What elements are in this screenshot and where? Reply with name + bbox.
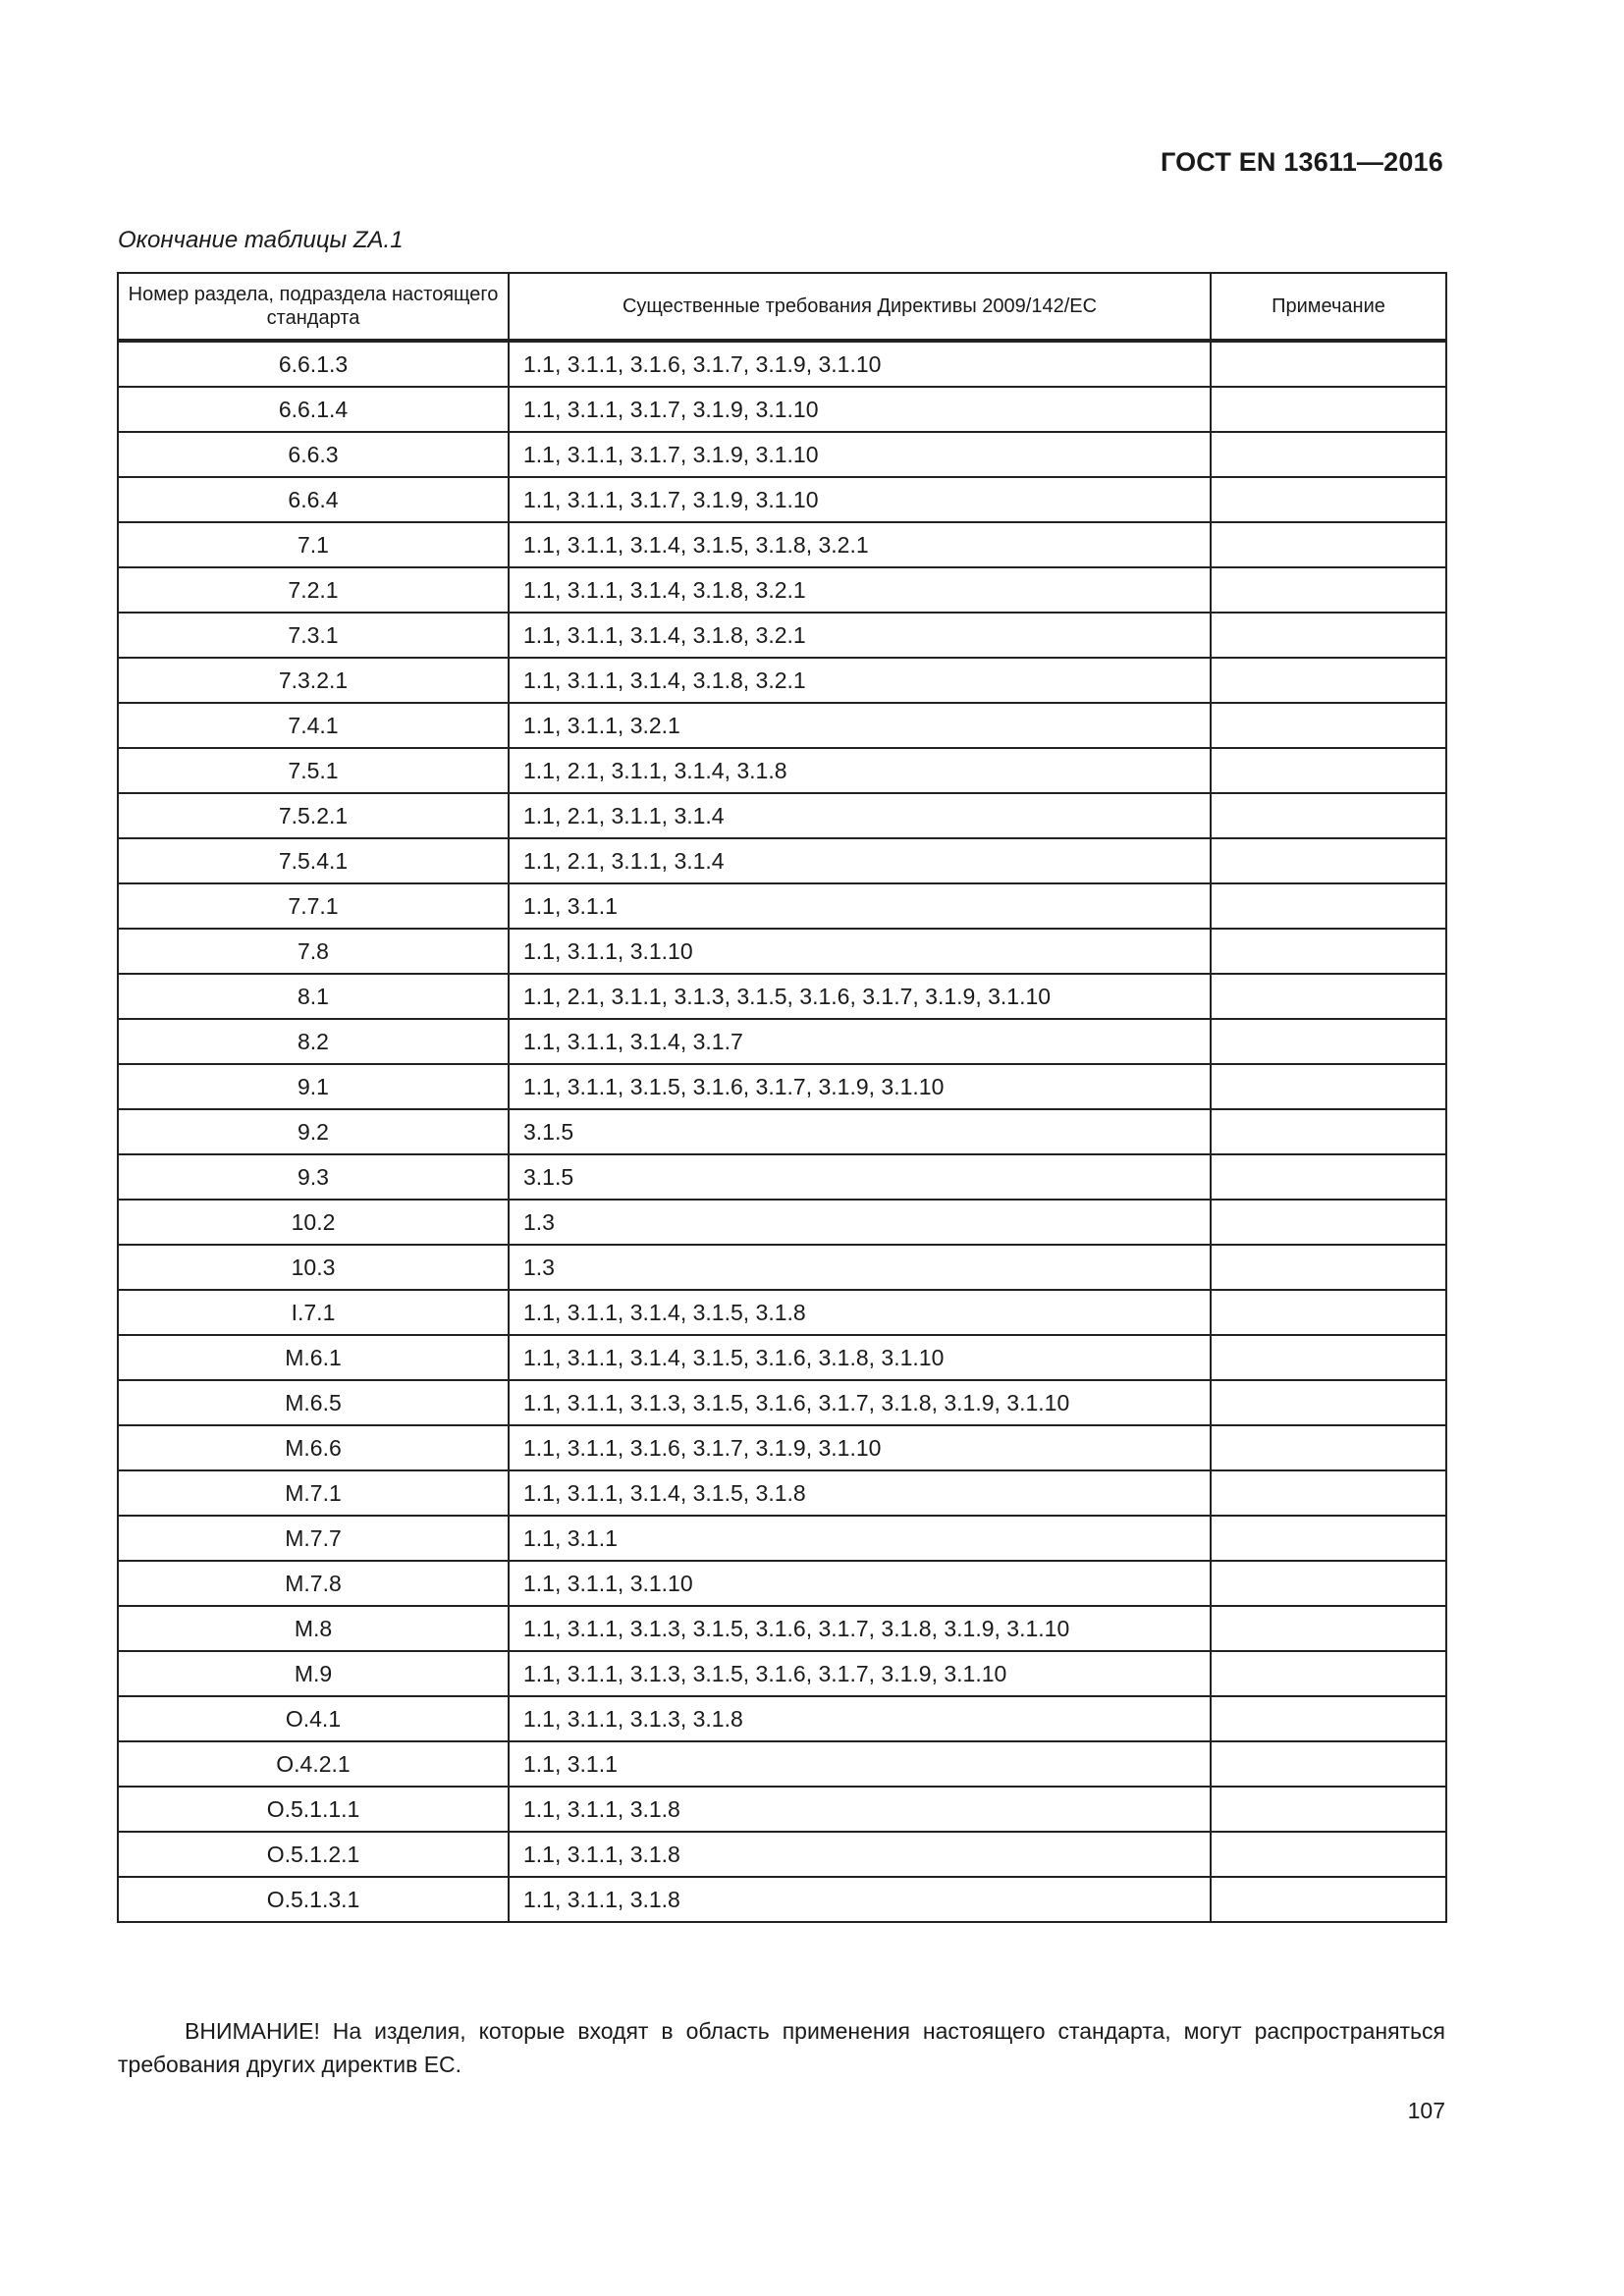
cell-essential-requirements: 1.1, 3.1.1, 3.1.4, 3.1.8, 3.2.1 <box>509 658 1211 703</box>
cell-essential-requirements: 1.1, 3.1.1 <box>509 883 1211 929</box>
cell-note <box>1211 1290 1446 1335</box>
table-row <box>118 1832 1446 1877</box>
table-row <box>118 1200 1446 1245</box>
cell-note <box>1211 1154 1446 1200</box>
cell-section-number: 8.2 <box>118 1019 509 1064</box>
cell-section-number: M.9 <box>118 1651 509 1696</box>
cell-section-number: M.7.7 <box>118 1516 509 1561</box>
table-row <box>118 1561 1446 1606</box>
cell-section-number: 6.6.4 <box>118 477 509 522</box>
cell-section-number: 7.5.1 <box>118 748 509 793</box>
cell-section-number: 6.6.3 <box>118 432 509 477</box>
cell-section-number: 9.1 <box>118 1064 509 1109</box>
cell-section-number: 7.1 <box>118 522 509 567</box>
cell-section-number: M.7.1 <box>118 1470 509 1516</box>
cell-section-number: O.4.1 <box>118 1696 509 1741</box>
cell-essential-requirements: 1.1, 3.1.1, 3.1.5, 3.1.6, 3.1.7, 3.1.9, 3.1.10 <box>509 1064 1211 1109</box>
cell-note <box>1211 1516 1446 1561</box>
cell-essential-requirements: 1.1, 3.1.1, 3.1.6, 3.1.7, 3.1.9, 3.1.10 <box>509 341 1211 387</box>
cell-note <box>1211 1380 1446 1425</box>
table-row <box>118 1154 1446 1200</box>
cell-note <box>1211 1877 1446 1922</box>
table-row <box>118 613 1446 658</box>
cell-essential-requirements: 1.1, 3.1.1, 3.1.7, 3.1.9, 3.1.10 <box>509 432 1211 477</box>
table-header <box>118 273 1446 341</box>
cell-section-number: 7.3.2.1 <box>118 658 509 703</box>
cell-section-number: I.7.1 <box>118 1290 509 1335</box>
cell-note <box>1211 1064 1446 1109</box>
cell-essential-requirements: 1.1, 3.1.1, 3.1.10 <box>509 929 1211 974</box>
cell-essential-requirements: 1.1, 3.1.1, 3.1.3, 3.1.8 <box>509 1696 1211 1741</box>
cell-essential-requirements: 1.1, 3.1.1, 3.1.8 <box>509 1877 1211 1922</box>
cell-section-number: 9.3 <box>118 1154 509 1200</box>
cell-note <box>1211 1425 1446 1470</box>
table-row <box>118 1516 1446 1561</box>
cell-section-number: 7.5.2.1 <box>118 793 509 838</box>
cell-essential-requirements: 1.1, 2.1, 3.1.1, 3.1.4 <box>509 793 1211 838</box>
table-row <box>118 1606 1446 1651</box>
cell-essential-requirements: 1.1, 3.1.1, 3.1.4, 3.1.5, 3.1.8, 3.2.1 <box>509 522 1211 567</box>
cell-essential-requirements: 1.1, 3.1.1, 3.1.8 <box>509 1787 1211 1832</box>
cell-note <box>1211 1787 1446 1832</box>
cell-section-number: 7.8 <box>118 929 509 974</box>
cell-note <box>1211 1470 1446 1516</box>
table-row <box>118 1877 1446 1922</box>
cell-essential-requirements: 1.1, 3.1.1, 3.1.10 <box>509 1561 1211 1606</box>
notice-paragraph: ВНИМАНИЕ! На изделия, которые входят в область применения настоящего стандарта, могут распространяться требования других директив ЕС. <box>118 2018 1445 2077</box>
table-row <box>118 387 1446 432</box>
cell-note <box>1211 341 1446 387</box>
cell-essential-requirements: 1.1, 3.1.1, 3.1.4, 3.1.5, 3.1.6, 3.1.8, 3.1.10 <box>509 1335 1211 1380</box>
cell-essential-requirements: 1.1, 3.1.1, 3.1.4, 3.1.5, 3.1.8 <box>509 1290 1211 1335</box>
table-row <box>118 522 1446 567</box>
document-header-standard-id: ГОСТ EN 13611—2016 <box>1160 147 1443 177</box>
cell-section-number: 7.5.4.1 <box>118 838 509 883</box>
cell-note <box>1211 974 1446 1019</box>
cell-note <box>1211 1651 1446 1696</box>
cell-essential-requirements: 3.1.5 <box>509 1154 1211 1200</box>
table-row <box>118 1109 1446 1154</box>
cell-note <box>1211 522 1446 567</box>
cell-section-number: O.5.1.3.1 <box>118 1877 509 1922</box>
cell-section-number: 7.3.1 <box>118 613 509 658</box>
table-caption: Окончание таблицы ZA.1 <box>118 227 404 253</box>
cell-note <box>1211 1741 1446 1787</box>
cell-section-number: M.7.8 <box>118 1561 509 1606</box>
column-header-requirements: Существенные требования Директивы 2009/142/ЕС <box>509 273 1211 341</box>
cell-section-number: O.4.2.1 <box>118 1741 509 1787</box>
table-row <box>118 1290 1446 1335</box>
table-row <box>118 838 1446 883</box>
cell-note <box>1211 1200 1446 1245</box>
cell-essential-requirements: 1.1, 3.1.1, 3.1.7, 3.1.9, 3.1.10 <box>509 477 1211 522</box>
cell-essential-requirements: 1.1, 3.1.1 <box>509 1516 1211 1561</box>
cell-section-number: M.6.1 <box>118 1335 509 1380</box>
cell-essential-requirements: 1.1, 3.1.1, 3.2.1 <box>509 703 1211 748</box>
table-row <box>118 703 1446 748</box>
table-header-row <box>118 273 1446 341</box>
cell-section-number: 6.6.1.4 <box>118 387 509 432</box>
page-number: 107 <box>1407 2098 1445 2123</box>
cell-essential-requirements: 1.1, 3.1.1, 3.1.4, 3.1.8, 3.2.1 <box>509 613 1211 658</box>
table-row <box>118 929 1446 974</box>
cell-essential-requirements: 1.1, 3.1.1, 3.1.3, 3.1.5, 3.1.6, 3.1.7, 3.1.8, 3.1.9, 3.1.10 <box>509 1380 1211 1425</box>
cell-essential-requirements: 1.1, 3.1.1, 3.1.7, 3.1.9, 3.1.10 <box>509 387 1211 432</box>
cell-section-number: O.5.1.2.1 <box>118 1832 509 1877</box>
cell-note <box>1211 567 1446 613</box>
cell-essential-requirements: 1.1, 3.1.1, 3.1.4, 3.1.8, 3.2.1 <box>509 567 1211 613</box>
table-row <box>118 432 1446 477</box>
table-row <box>118 883 1446 929</box>
table-row <box>118 974 1446 1019</box>
cell-note <box>1211 658 1446 703</box>
cell-note <box>1211 1019 1446 1064</box>
cell-note <box>1211 387 1446 432</box>
cell-section-number: 10.3 <box>118 1245 509 1290</box>
cell-note <box>1211 838 1446 883</box>
table-row <box>118 567 1446 613</box>
cell-note <box>1211 432 1446 477</box>
cell-note <box>1211 1109 1446 1154</box>
table-row <box>118 1425 1446 1470</box>
cell-essential-requirements: 1.1, 2.1, 3.1.1, 3.1.4 <box>509 838 1211 883</box>
cell-essential-requirements: 1.1, 3.1.1 <box>509 1741 1211 1787</box>
table-row <box>118 1019 1446 1064</box>
cell-note <box>1211 613 1446 658</box>
table-row <box>118 1787 1446 1832</box>
requirements-table <box>117 272 1447 1923</box>
cell-section-number: 6.6.1.3 <box>118 341 509 387</box>
table-row <box>118 477 1446 522</box>
table-row <box>118 793 1446 838</box>
table-row <box>118 1741 1446 1787</box>
cell-note <box>1211 793 1446 838</box>
table-row <box>118 1064 1446 1109</box>
column-header-note: Примечание <box>1211 273 1446 341</box>
cell-note <box>1211 1832 1446 1877</box>
column-header-section: Номер раздела, подраздела настоящего стандарта <box>118 273 509 341</box>
cell-section-number: 7.7.1 <box>118 883 509 929</box>
cell-section-number: O.5.1.1.1 <box>118 1787 509 1832</box>
cell-note <box>1211 1606 1446 1651</box>
cell-essential-requirements: 1.1, 3.1.1, 3.1.3, 3.1.5, 3.1.6, 3.1.7, 3.1.9, 3.1.10 <box>509 1651 1211 1696</box>
table-row <box>118 1245 1446 1290</box>
cell-essential-requirements: 1.1, 2.1, 3.1.1, 3.1.3, 3.1.5, 3.1.6, 3.1.7, 3.1.9, 3.1.10 <box>509 974 1211 1019</box>
table-row <box>118 658 1446 703</box>
cell-essential-requirements: 1.1, 2.1, 3.1.1, 3.1.4, 3.1.8 <box>509 748 1211 793</box>
table-body <box>118 341 1446 1922</box>
cell-section-number: 8.1 <box>118 974 509 1019</box>
cell-note <box>1211 703 1446 748</box>
cell-section-number: M.8 <box>118 1606 509 1651</box>
cell-essential-requirements: 1.1, 3.1.1, 3.1.4, 3.1.7 <box>509 1019 1211 1064</box>
table-row <box>118 1470 1446 1516</box>
cell-section-number: 9.2 <box>118 1109 509 1154</box>
cell-section-number: 7.4.1 <box>118 703 509 748</box>
cell-essential-requirements: 3.1.5 <box>509 1109 1211 1154</box>
table-row <box>118 341 1446 387</box>
table-row <box>118 1651 1446 1696</box>
cell-essential-requirements: 1.1, 3.1.1, 3.1.3, 3.1.5, 3.1.6, 3.1.7, 3.1.8, 3.1.9, 3.1.10 <box>509 1606 1211 1651</box>
table-row <box>118 748 1446 793</box>
cell-section-number: M.6.5 <box>118 1380 509 1425</box>
cell-essential-requirements: 1.1, 3.1.1, 3.1.8 <box>509 1832 1211 1877</box>
table-row <box>118 1380 1446 1425</box>
cell-note <box>1211 1696 1446 1741</box>
cell-note <box>1211 1335 1446 1380</box>
table-row <box>118 1335 1446 1380</box>
table-row <box>118 1696 1446 1741</box>
cell-essential-requirements: 1.1, 3.1.1, 3.1.6, 3.1.7, 3.1.9, 3.1.10 <box>509 1425 1211 1470</box>
cell-note <box>1211 748 1446 793</box>
cell-note <box>1211 1245 1446 1290</box>
cell-note <box>1211 477 1446 522</box>
cell-section-number: M.6.6 <box>118 1425 509 1470</box>
cell-essential-requirements: 1.3 <box>509 1245 1211 1290</box>
cell-note <box>1211 929 1446 974</box>
cell-section-number: 7.2.1 <box>118 567 509 613</box>
cell-essential-requirements: 1.1, 3.1.1, 3.1.4, 3.1.5, 3.1.8 <box>509 1470 1211 1516</box>
cell-note <box>1211 1561 1446 1606</box>
cell-note <box>1211 883 1446 929</box>
cell-section-number: 10.2 <box>118 1200 509 1245</box>
cell-essential-requirements: 1.3 <box>509 1200 1211 1245</box>
